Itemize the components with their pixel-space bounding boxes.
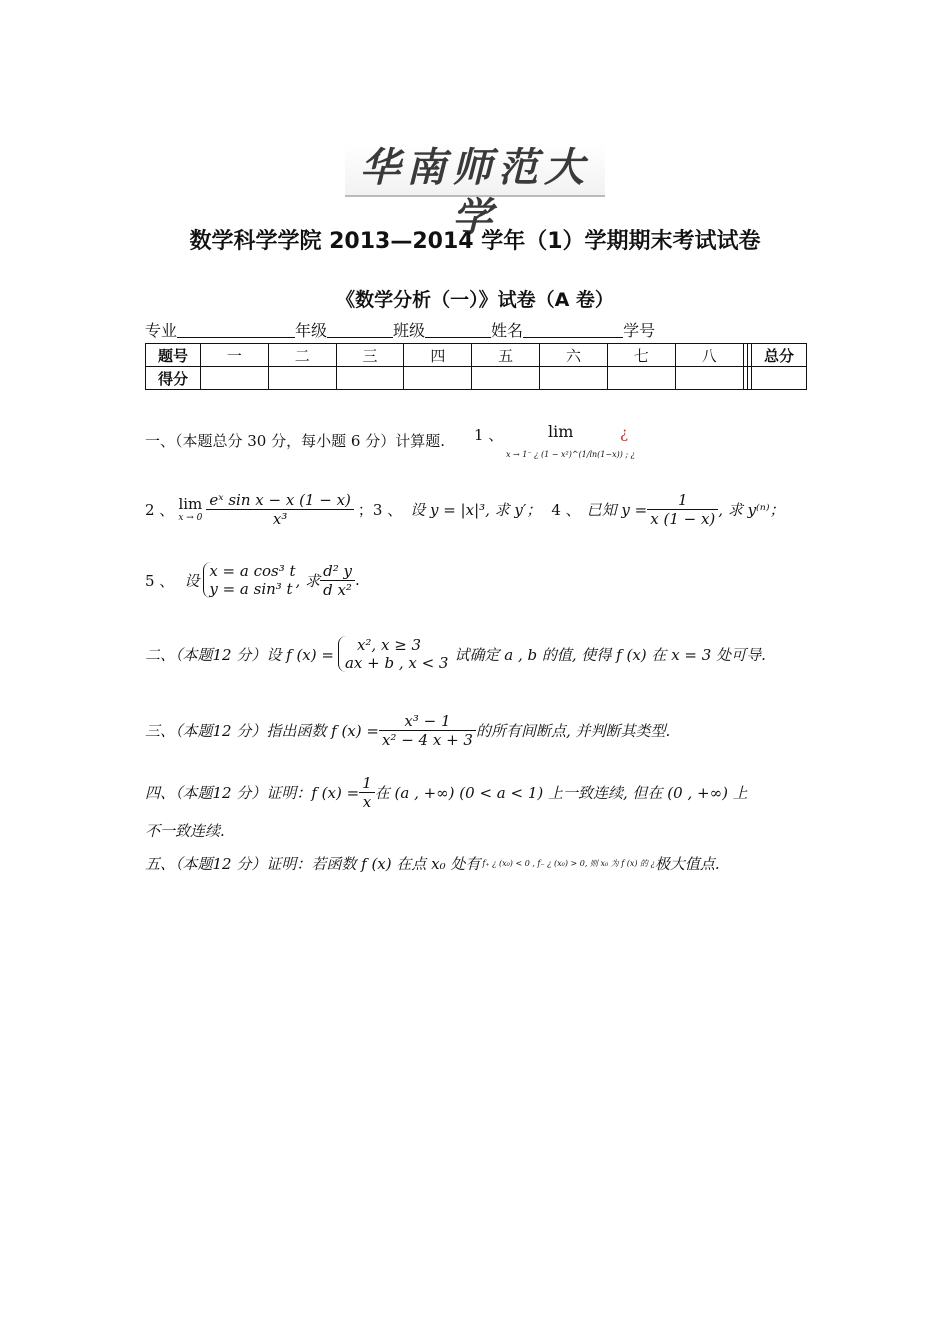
table-cell: 四	[404, 344, 472, 367]
question-4	[145, 768, 748, 816]
question-2-tail: 试确定 a , b 的值, 使得 f (x) 在 x = 3 处可导.	[454, 645, 766, 664]
exam-subtitle: 《数学分析（一）》试卷（A 卷）	[336, 289, 614, 311]
question-4-tail: 在 (a , +∞) (0 < a < 1) 上一致连续, 但在 (0 , +∞) 上	[374, 783, 748, 802]
logo-text: 华南师范大学	[360, 144, 590, 241]
university-logo	[345, 143, 605, 241]
fraction-numerator: x³ − 1	[379, 712, 476, 731]
score-cell[interactable]	[607, 367, 675, 390]
fraction	[206, 491, 354, 528]
fraction-denominator: x	[362, 792, 372, 811]
question-number-row	[146, 344, 807, 367]
id-label: 学号	[623, 321, 656, 340]
question-1-header	[145, 430, 445, 451]
table-cell: 八	[675, 344, 743, 367]
score-cell[interactable]	[336, 367, 404, 390]
fraction	[359, 774, 375, 811]
fraction-numerator: eˣ sin x − x (1 − x)	[206, 491, 354, 510]
table-cell: 五	[472, 344, 540, 367]
question-1-5-post: , 求	[295, 571, 321, 590]
piecewise-brace	[338, 636, 449, 672]
question-1-3-text: 设 y = |x|³, 求 y′；	[410, 500, 542, 519]
question-5-small-formula: f₊ ¿ (x₀) < 0 , f₋ ¿ (x₀) > 0, 则 x₀ 为 f (x) 的 ¿	[482, 859, 655, 868]
table-cell: 七	[607, 344, 675, 367]
table-cell: 三	[336, 344, 404, 367]
table-cell: 总分	[752, 344, 807, 367]
score-cell[interactable]	[472, 367, 540, 390]
student-info	[145, 318, 655, 341]
major-label: 专业	[145, 321, 178, 340]
question-1-2-number: 2 、	[145, 500, 175, 519]
garbled-mark: ¿	[620, 424, 629, 442]
table-cell: 六	[540, 344, 608, 367]
question-4-line2: 不一致连续.	[145, 822, 225, 840]
fraction	[379, 712, 476, 749]
major-field[interactable]	[177, 323, 295, 338]
question-1-4-tail: , 求 y⁽ⁿ⁾；	[718, 500, 785, 519]
table-cell: 一	[201, 344, 269, 367]
fraction-denominator: x³	[272, 509, 288, 528]
question-2-head: 二、（本题12 分）设 f (x) =	[145, 645, 334, 664]
score-cell[interactable]	[268, 367, 336, 390]
question-1-1-number: 1 、	[474, 426, 504, 444]
name-field[interactable]	[523, 323, 623, 338]
limit-symbol: lim	[178, 495, 203, 513]
name-label: 姓名	[491, 321, 524, 340]
fraction-numerator: 1	[647, 491, 718, 510]
exam-title: 数学科学学院 2013—2014 学年（1）学期期末考试试卷	[189, 229, 761, 254]
limit-block	[178, 495, 202, 523]
question-1-5	[145, 555, 360, 605]
score-cell[interactable]	[752, 367, 807, 390]
question-1-2-to-4	[145, 484, 785, 534]
grade-label: 年级	[295, 321, 328, 340]
question-1-5-pre: 设	[184, 571, 200, 590]
fraction-denominator: d x²	[323, 580, 352, 599]
grade-field[interactable]	[327, 323, 393, 338]
separator: ；3 、	[357, 500, 403, 519]
score-cell[interactable]	[404, 367, 472, 390]
question-5-text: 五、（本题12 分）证明：若函数 f (x) 在点 x₀ 处有	[145, 855, 481, 873]
fraction	[647, 491, 718, 528]
fraction-numerator: d² y	[320, 562, 355, 581]
score-cell[interactable]	[675, 367, 743, 390]
limit-subscript: x → 0	[178, 513, 203, 523]
limit-symbol: lim	[548, 422, 574, 441]
question-5-tail: 极大值点.	[654, 855, 720, 873]
question-5	[145, 853, 720, 874]
question-1-4-text: 已知 y =	[586, 500, 648, 519]
question-3-head: 三、（本题12 分）指出函数 f (x) =	[145, 721, 379, 740]
piecewise-line: y = a sin³ t	[209, 580, 293, 598]
piecewise-line: ax + b , x < 3	[344, 654, 449, 672]
question-4-head: 四、（本题12 分）证明：f (x) =	[145, 783, 360, 802]
question-1-4-number: 4 、	[551, 500, 581, 519]
table-cell: 得分	[146, 367, 201, 390]
question-2	[145, 630, 766, 678]
class-field[interactable]	[425, 323, 491, 338]
fraction-denominator: x (1 − x)	[650, 509, 716, 528]
score-row	[146, 367, 807, 390]
fraction	[320, 562, 355, 599]
piecewise-line: x², x ≥ 3	[356, 636, 422, 654]
score-cell[interactable]	[201, 367, 269, 390]
fraction-numerator: 1	[359, 774, 375, 793]
score-table	[145, 343, 807, 390]
class-label: 班级	[393, 321, 426, 340]
question-1-prefix: 一、（本题总分 30 分，每小题 6 分）计算题.	[145, 432, 445, 450]
table-cell: 二	[268, 344, 336, 367]
fraction-denominator: x² − 4 x + 3	[381, 730, 473, 749]
question-3-tail: 的所有间断点, 并判断其类型.	[475, 721, 671, 740]
period: .	[354, 571, 360, 589]
score-cell[interactable]	[540, 367, 608, 390]
piecewise-line: x = a cos³ t	[209, 562, 296, 580]
limit-subscript: x → 1⁻ ¿ (1 − x²)^(1/ln(1−x)) ; ¿	[506, 450, 635, 459]
question-1-5-number: 5 、	[145, 571, 175, 590]
piecewise-brace	[203, 562, 295, 598]
table-cell: 题号	[146, 344, 201, 367]
question-3	[145, 706, 670, 754]
